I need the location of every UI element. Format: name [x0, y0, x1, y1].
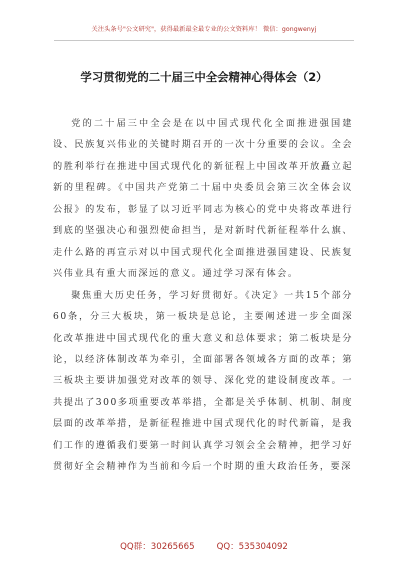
- header-divider: [54, 40, 354, 41]
- footer-qq-number: QQ：535304092: [216, 542, 288, 552]
- footer-contacts: [0, 540, 408, 552]
- document-title: 学习贯彻党的二十届三中全会精神心得体会（2）: [80, 70, 328, 84]
- document-body: [53, 114, 353, 479]
- paragraph: 党的二十届三中全会是在以中国式现代化全面推进强国建设、民族复兴伟业的关键时期召开的一次十分重要的会议。全会的胜利举行在推进中国式现代化的新征程上中国改革开放矗立起新的里程碑。《中国共产党第二十届中央委员会第三次全体会议公报》的发布，彰显了以习近平同志为核心的党中央将改革进行到底的坚强决心和强烈使命担当，是对新时代新征程举什么旗、走什么路的再宣示对以中国式现代化全面推进强国建设、民族复兴伟业具有重大而深远的意义。通过学习深有体会。: [53, 119, 353, 280]
- header-note: 关注头条号"公文研究"，获得最新最全最专业的公文资料库！ 微信：gongwenyj: [91, 26, 317, 33]
- footer-qq-group: QQ群：30265665: [120, 542, 195, 552]
- paragraph: 聚焦重大历史任务，学习好贯彻好。《决定》一共15个部分60条，分三大板块，第一板块是总论，主要阐述进一步全面深化改革推进中国式现代化的重大意义和总体要求；第二板块是分论，以经济体制改革为牵引，全面部署各领域各方面的改革；第三板块主要讲加强党对改革的领导、深化党的建设制度改革。一共提出了300多项重要改革举措，全都是关乎体制、机制、制度层面的改革举措，是新征程推进中国式现代化的时代新篇，是我们工作的遵循我们要第一时间认真学习领会全会精神，把学习好贯彻好全会精神作为当前和今后一个时期的重大政治任务，要深: [53, 290, 353, 473]
